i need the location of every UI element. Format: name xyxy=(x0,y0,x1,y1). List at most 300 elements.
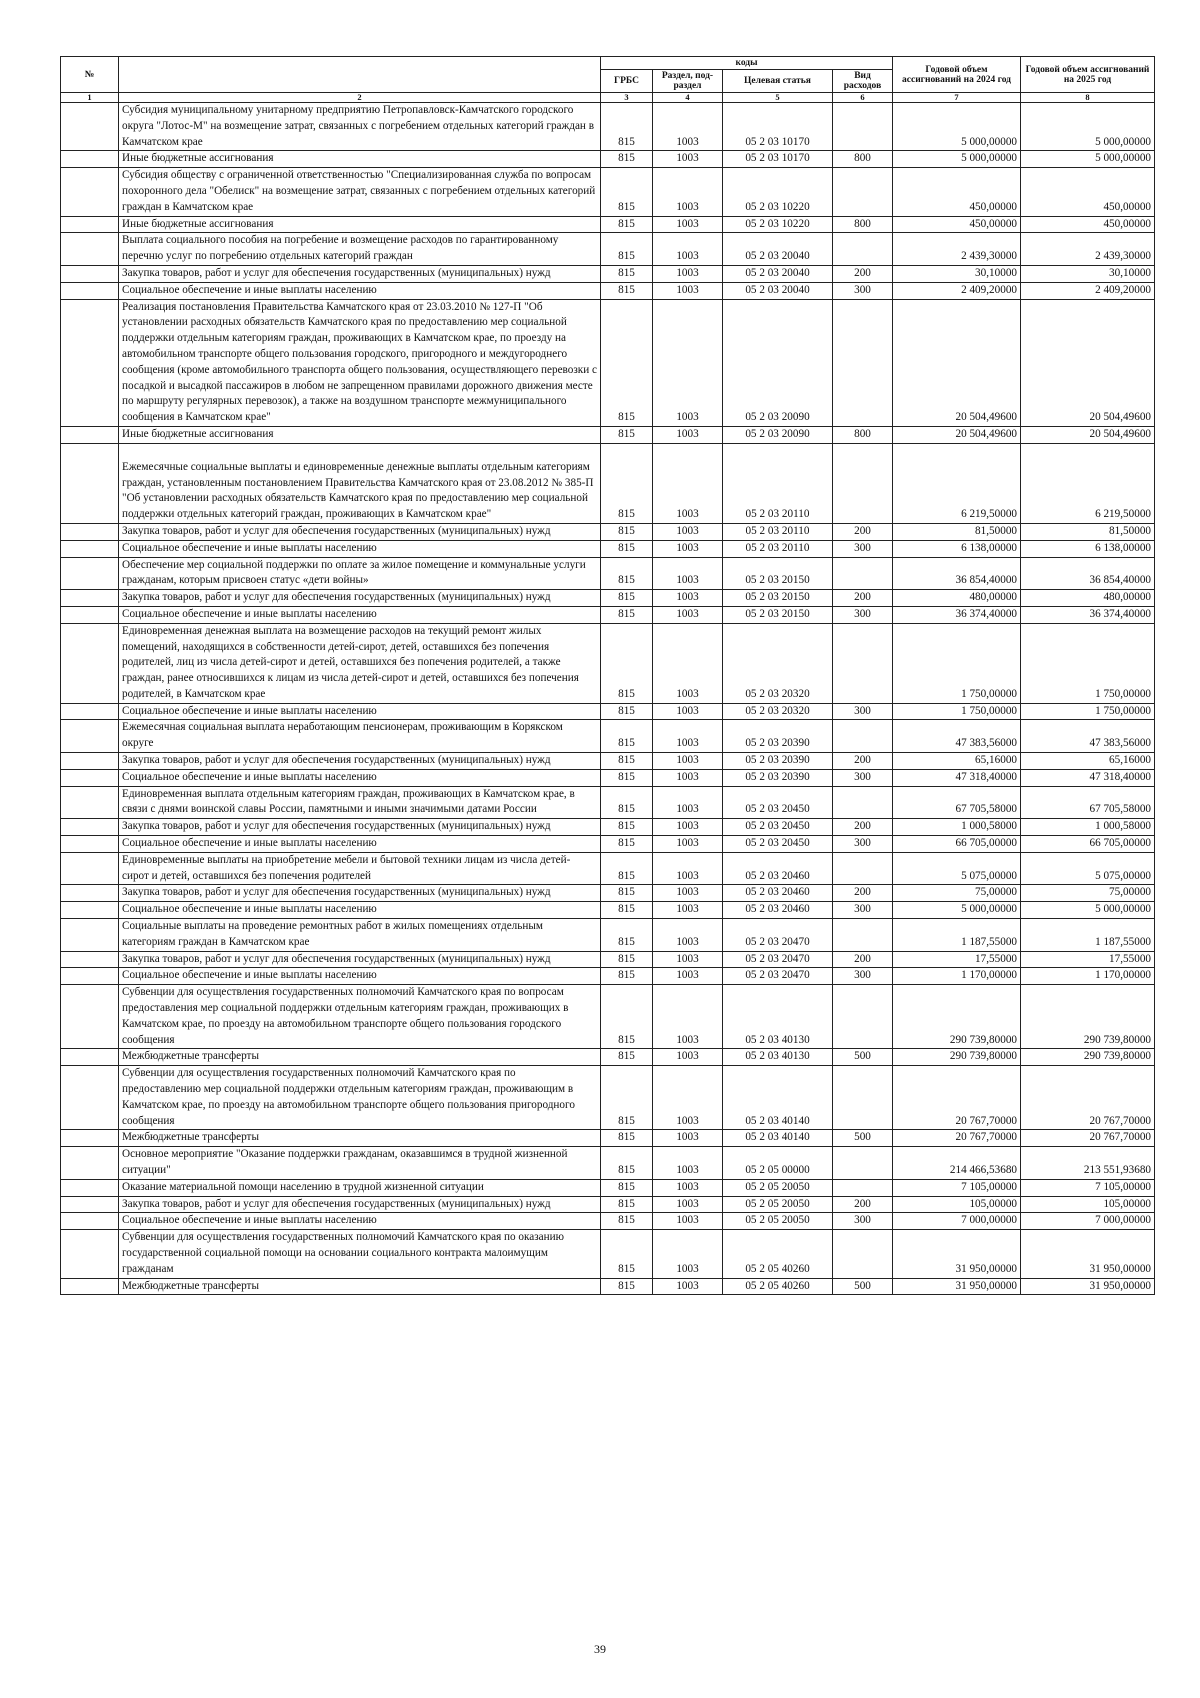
row-name-cell: Закупка товаров, работ и услуг для обеспечения государственных (муниципальных) нужд xyxy=(119,1196,601,1213)
row-amount-2025-cell: 290 739,80000 xyxy=(1021,1049,1155,1066)
row-name-cell: Закупка товаров, работ и услуг для обеспечения государственных (муниципальных) нужд xyxy=(119,885,601,902)
table-row xyxy=(61,623,1155,703)
table-row xyxy=(61,151,1155,168)
row-amount-2024-cell: 31 950,00000 xyxy=(893,1230,1021,1278)
table-row xyxy=(61,299,1155,426)
row-grbs-cell: 815 xyxy=(601,1230,653,1278)
row-target-article-cell: 05 2 03 20040 xyxy=(723,233,833,266)
header-razdel: Раздел, под-раздел xyxy=(653,70,723,93)
row-amount-2024-cell: 20 504,49600 xyxy=(893,299,1021,426)
row-amount-2024-cell: 1 750,00000 xyxy=(893,623,1021,703)
row-amount-2024-cell: 36 854,40000 xyxy=(893,557,1021,590)
row-amount-2025-cell: 450,00000 xyxy=(1021,216,1155,233)
row-razdel-cell: 1003 xyxy=(653,852,723,885)
row-number-cell xyxy=(61,753,119,770)
row-amount-2024-cell: 2 409,20000 xyxy=(893,282,1021,299)
row-name-cell: Субвенции для осуществления государственных полномочий Камчатского края по оказанию государственной социальной помощи на основании социального контракта малоимущим гражданам xyxy=(119,1230,601,1278)
row-number-cell xyxy=(61,1130,119,1147)
row-name-cell: Закупка товаров, работ и услуг для обеспечения государственных (муниципальных) нужд xyxy=(119,590,601,607)
row-target-article-cell: 05 2 03 40130 xyxy=(723,985,833,1049)
row-expense-type-cell: 300 xyxy=(833,968,893,985)
header-index: 6 xyxy=(833,93,893,103)
table-row xyxy=(61,968,1155,985)
row-amount-2025-cell: 7 105,00000 xyxy=(1021,1179,1155,1196)
table-row xyxy=(61,720,1155,753)
row-grbs-cell: 815 xyxy=(601,557,653,590)
row-target-article-cell: 05 2 03 20040 xyxy=(723,282,833,299)
row-razdel-cell: 1003 xyxy=(653,985,723,1049)
row-target-article-cell: 05 2 03 20460 xyxy=(723,885,833,902)
row-expense-type-cell: 200 xyxy=(833,753,893,770)
row-grbs-cell: 815 xyxy=(601,151,653,168)
row-name-cell: Единовременная денежная выплата на возмещение расходов на текущий ремонт жилых помещений, находящихся в собственности детей-сирот, детей, оставшихся без попечения родителей, лиц из числа детей-сирот и детей, оставшихся без попечения родителей, а также граждан, ранее относившихся к лицам из числа детей-сирот и детей, оставшихся без попечения родителей, в Камчатском крае xyxy=(119,623,601,703)
row-grbs-cell: 815 xyxy=(601,819,653,836)
row-grbs-cell: 815 xyxy=(601,885,653,902)
row-expense-type-cell xyxy=(833,852,893,885)
row-amount-2024-cell: 65,16000 xyxy=(893,753,1021,770)
row-name-cell: Субсидия муниципальному унитарному предприятию Петропавловск-Камчатского городского округа "Лотос-М" на возмещение затрат, связанных с погребением отдельных категорий граждан в Камчатском крае xyxy=(119,103,601,151)
row-name-cell: Иные бюджетные ассигнования xyxy=(119,426,601,443)
table-row xyxy=(61,1130,1155,1147)
table-row xyxy=(61,1147,1155,1180)
row-name-cell: Выплата социального пособия на погребение и возмещение расходов по гарантированному перечню услуг по погребению отдельных категорий граждан xyxy=(119,233,601,266)
row-target-article-cell: 05 2 03 10220 xyxy=(723,216,833,233)
row-name-cell: Субвенции для осуществления государственных полномочий Камчатского края по вопросам предоставления мер социальной поддержки отдельным категориям граждан, проживающих в Камчатском крае, по проезду на автомобильном транспорте общего пользования городского сообщения xyxy=(119,985,601,1049)
row-target-article-cell: 05 2 03 20390 xyxy=(723,769,833,786)
row-name-cell: Социальное обеспечение и иные выплаты населению xyxy=(119,540,601,557)
row-number-cell xyxy=(61,590,119,607)
row-amount-2024-cell: 450,00000 xyxy=(893,168,1021,216)
row-amount-2024-cell: 290 739,80000 xyxy=(893,985,1021,1049)
row-razdel-cell: 1003 xyxy=(653,1147,723,1180)
table-row xyxy=(61,233,1155,266)
row-razdel-cell: 1003 xyxy=(653,233,723,266)
row-target-article-cell: 05 2 03 20390 xyxy=(723,753,833,770)
row-amount-2024-cell: 1 000,58000 xyxy=(893,819,1021,836)
table-row xyxy=(61,606,1155,623)
header-name xyxy=(119,57,601,93)
row-name-cell: Ежемесячные социальные выплаты и единовременные денежные выплаты отдельным категориям граждан, установленным постановлением Правительства Камчатского края от 23.08.2012 № 385-П "Об установлении расходных обязательств Камчатского края по предоставлению мер социальной поддержки отдельных категорий граждан, проживающих в Камчатском крае" xyxy=(119,443,601,523)
row-grbs-cell: 815 xyxy=(601,703,653,720)
row-target-article-cell: 05 2 05 00000 xyxy=(723,1147,833,1180)
row-name-cell: Социальное обеспечение и иные выплаты населению xyxy=(119,968,601,985)
row-name-cell: Закупка товаров, работ и услуг для обеспечения государственных (муниципальных) нужд xyxy=(119,753,601,770)
row-grbs-cell: 815 xyxy=(601,1147,653,1180)
row-amount-2025-cell: 47 383,56000 xyxy=(1021,720,1155,753)
table-body xyxy=(61,103,1155,1295)
row-razdel-cell: 1003 xyxy=(653,836,723,853)
row-amount-2025-cell: 480,00000 xyxy=(1021,590,1155,607)
row-grbs-cell: 815 xyxy=(601,1196,653,1213)
row-expense-type-cell xyxy=(833,1230,893,1278)
row-target-article-cell: 05 2 03 20040 xyxy=(723,265,833,282)
row-razdel-cell: 1003 xyxy=(653,299,723,426)
row-amount-2025-cell: 20 767,70000 xyxy=(1021,1066,1155,1130)
row-grbs-cell: 815 xyxy=(601,265,653,282)
row-target-article-cell: 05 2 03 20460 xyxy=(723,852,833,885)
row-target-article-cell: 05 2 03 20450 xyxy=(723,786,833,819)
row-razdel-cell: 1003 xyxy=(653,606,723,623)
row-target-article-cell: 05 2 03 20470 xyxy=(723,951,833,968)
row-expense-type-cell xyxy=(833,1179,893,1196)
row-grbs-cell: 815 xyxy=(601,590,653,607)
row-amount-2024-cell: 5 000,00000 xyxy=(893,103,1021,151)
row-amount-2024-cell: 7 105,00000 xyxy=(893,1179,1021,1196)
row-expense-type-cell: 500 xyxy=(833,1049,893,1066)
row-number-cell xyxy=(61,720,119,753)
row-target-article-cell: 05 2 05 20050 xyxy=(723,1196,833,1213)
row-amount-2024-cell: 214 466,53680 xyxy=(893,1147,1021,1180)
row-grbs-cell: 815 xyxy=(601,786,653,819)
row-razdel-cell: 1003 xyxy=(653,216,723,233)
table-row xyxy=(61,265,1155,282)
row-amount-2024-cell: 31 950,00000 xyxy=(893,1278,1021,1295)
row-razdel-cell: 1003 xyxy=(653,540,723,557)
row-grbs-cell: 815 xyxy=(601,168,653,216)
row-number-cell xyxy=(61,902,119,919)
row-number-cell xyxy=(61,1179,119,1196)
row-amount-2025-cell: 17,55000 xyxy=(1021,951,1155,968)
row-target-article-cell: 05 2 03 20390 xyxy=(723,720,833,753)
row-amount-2024-cell: 5 000,00000 xyxy=(893,902,1021,919)
row-amount-2024-cell: 5 075,00000 xyxy=(893,852,1021,885)
row-amount-2025-cell: 2 439,30000 xyxy=(1021,233,1155,266)
row-name-cell: Социальное обеспечение и иные выплаты населению xyxy=(119,836,601,853)
budget-sheet xyxy=(60,56,1154,1295)
header-index: 1 xyxy=(61,93,119,103)
row-grbs-cell: 815 xyxy=(601,951,653,968)
row-razdel-cell: 1003 xyxy=(653,1196,723,1213)
row-razdel-cell: 1003 xyxy=(653,523,723,540)
row-amount-2025-cell: 6 138,00000 xyxy=(1021,540,1155,557)
row-name-cell: Социальное обеспечение и иные выплаты населению xyxy=(119,282,601,299)
row-name-cell: Социальное обеспечение и иные выплаты населению xyxy=(119,606,601,623)
table-row xyxy=(61,1066,1155,1130)
row-number-cell xyxy=(61,1049,119,1066)
row-grbs-cell: 815 xyxy=(601,540,653,557)
row-amount-2024-cell: 47 383,56000 xyxy=(893,720,1021,753)
header-index-row xyxy=(61,93,1155,103)
row-razdel-cell: 1003 xyxy=(653,769,723,786)
row-target-article-cell: 05 2 03 40140 xyxy=(723,1130,833,1147)
row-name-cell: Субвенции для осуществления государственных полномочий Камчатского края по предоставлению мер социальной поддержки отдельным категориям граждан, проживающим в Камчатском крае, по проезду на автомобильном транспорте общего пользования пригородного сообщения xyxy=(119,1066,601,1130)
row-name-cell: Закупка товаров, работ и услуг для обеспечения государственных (муниципальных) нужд xyxy=(119,951,601,968)
row-target-article-cell: 05 2 03 20150 xyxy=(723,590,833,607)
row-expense-type-cell: 300 xyxy=(833,836,893,853)
row-expense-type-cell: 200 xyxy=(833,951,893,968)
row-expense-type-cell xyxy=(833,299,893,426)
row-grbs-cell: 815 xyxy=(601,1213,653,1230)
row-expense-type-cell: 300 xyxy=(833,902,893,919)
row-grbs-cell: 815 xyxy=(601,1066,653,1130)
row-grbs-cell: 815 xyxy=(601,103,653,151)
row-amount-2025-cell: 81,50000 xyxy=(1021,523,1155,540)
header-index: 7 xyxy=(893,93,1021,103)
row-amount-2025-cell: 290 739,80000 xyxy=(1021,985,1155,1049)
row-grbs-cell: 815 xyxy=(601,282,653,299)
row-number-cell xyxy=(61,557,119,590)
header-index: 5 xyxy=(723,93,833,103)
row-razdel-cell: 1003 xyxy=(653,720,723,753)
table-row xyxy=(61,426,1155,443)
row-name-cell: Иные бюджетные ассигнования xyxy=(119,151,601,168)
table-row xyxy=(61,103,1155,151)
row-grbs-cell: 815 xyxy=(601,233,653,266)
row-grbs-cell: 815 xyxy=(601,1049,653,1066)
row-number-cell xyxy=(61,968,119,985)
row-name-cell: Единовременные выплаты на приобретение мебели и бытовой техники лицам из числа детей-сирот и детей, оставшихся без попечения родителей xyxy=(119,852,601,885)
row-amount-2024-cell: 7 000,00000 xyxy=(893,1213,1021,1230)
row-name-cell: Межбюджетные трансферты xyxy=(119,1130,601,1147)
row-amount-2025-cell: 6 219,50000 xyxy=(1021,443,1155,523)
row-razdel-cell: 1003 xyxy=(653,282,723,299)
row-expense-type-cell: 200 xyxy=(833,1196,893,1213)
row-number-cell xyxy=(61,265,119,282)
row-number-cell xyxy=(61,540,119,557)
row-expense-type-cell: 300 xyxy=(833,703,893,720)
table-row xyxy=(61,885,1155,902)
row-expense-type-cell: 200 xyxy=(833,523,893,540)
row-number-cell xyxy=(61,819,119,836)
row-amount-2024-cell: 5 000,00000 xyxy=(893,151,1021,168)
row-number-cell xyxy=(61,885,119,902)
row-razdel-cell: 1003 xyxy=(653,951,723,968)
row-amount-2025-cell: 20 504,49600 xyxy=(1021,426,1155,443)
row-number-cell xyxy=(61,1278,119,1295)
table-row xyxy=(61,443,1155,523)
row-name-cell: Социальное обеспечение и иные выплаты населению xyxy=(119,902,601,919)
row-razdel-cell: 1003 xyxy=(653,753,723,770)
row-razdel-cell: 1003 xyxy=(653,557,723,590)
row-target-article-cell: 05 2 03 40130 xyxy=(723,1049,833,1066)
row-grbs-cell: 815 xyxy=(601,216,653,233)
row-amount-2025-cell: 5 075,00000 xyxy=(1021,852,1155,885)
row-number-cell xyxy=(61,282,119,299)
row-expense-type-cell xyxy=(833,919,893,952)
row-amount-2024-cell: 1 187,55000 xyxy=(893,919,1021,952)
row-amount-2025-cell: 5 000,00000 xyxy=(1021,103,1155,151)
table-row xyxy=(61,1230,1155,1278)
row-amount-2025-cell: 2 409,20000 xyxy=(1021,282,1155,299)
row-expense-type-cell xyxy=(833,786,893,819)
table-row xyxy=(61,168,1155,216)
row-expense-type-cell xyxy=(833,1147,893,1180)
row-expense-type-cell: 300 xyxy=(833,282,893,299)
row-razdel-cell: 1003 xyxy=(653,151,723,168)
table-row xyxy=(61,1196,1155,1213)
row-number-cell xyxy=(61,703,119,720)
header-y2024: Годовой объем ассигнований на 2024 год xyxy=(893,57,1021,93)
header-grbs: ГРБС xyxy=(601,70,653,93)
row-expense-type-cell: 200 xyxy=(833,885,893,902)
row-expense-type-cell xyxy=(833,103,893,151)
row-amount-2024-cell: 20 767,70000 xyxy=(893,1130,1021,1147)
row-number-cell xyxy=(61,836,119,853)
table-header xyxy=(61,57,1155,103)
header-no: № xyxy=(61,57,119,93)
table-row xyxy=(61,216,1155,233)
row-target-article-cell: 05 2 03 20470 xyxy=(723,968,833,985)
row-amount-2025-cell: 1 187,55000 xyxy=(1021,919,1155,952)
row-razdel-cell: 1003 xyxy=(653,786,723,819)
row-target-article-cell: 05 2 05 20050 xyxy=(723,1179,833,1196)
row-target-article-cell: 05 2 05 20050 xyxy=(723,1213,833,1230)
row-expense-type-cell xyxy=(833,168,893,216)
row-razdel-cell: 1003 xyxy=(653,426,723,443)
row-razdel-cell: 1003 xyxy=(653,1230,723,1278)
table-row xyxy=(61,1278,1155,1295)
row-number-cell xyxy=(61,606,119,623)
row-target-article-cell: 05 2 03 10170 xyxy=(723,151,833,168)
row-number-cell xyxy=(61,1213,119,1230)
row-target-article-cell: 05 2 03 20450 xyxy=(723,819,833,836)
row-amount-2025-cell: 7 000,00000 xyxy=(1021,1213,1155,1230)
row-amount-2024-cell: 6 219,50000 xyxy=(893,443,1021,523)
row-expense-type-cell xyxy=(833,557,893,590)
header-vid: Вид расходов xyxy=(833,70,893,93)
row-target-article-cell: 05 2 03 20110 xyxy=(723,540,833,557)
row-amount-2025-cell: 31 950,00000 xyxy=(1021,1278,1155,1295)
row-name-cell: Реализация постановления Правительства Камчатского края от 23.03.2010 № 127-П "Об установлении расходных обязательств Камчатского края по предоставлению мер социальной поддержки отдельным категориям граждан, проживающих в Камчатском крае, по проезду на автомобильном транспорте общего пользования городского, пригородного и междугороднего сообщения (кроме автомобильного транспорта общего пользования, осуществляющего перевозки с посадкой и высадкой пассажиров в любом не запрещенном правилами дорожного движения месте по маршруту регулярных перевозок), а также на воздушном транспорте межмуниципального сообщения в Камчатском крае" xyxy=(119,299,601,426)
row-amount-2024-cell: 17,55000 xyxy=(893,951,1021,968)
row-grbs-cell: 815 xyxy=(601,753,653,770)
row-expense-type-cell: 200 xyxy=(833,265,893,282)
row-number-cell xyxy=(61,1196,119,1213)
row-expense-type-cell: 300 xyxy=(833,1213,893,1230)
row-expense-type-cell: 200 xyxy=(833,590,893,607)
table-row xyxy=(61,590,1155,607)
row-name-cell: Социальное обеспечение и иные выплаты населению xyxy=(119,703,601,720)
row-amount-2024-cell: 20 767,70000 xyxy=(893,1066,1021,1130)
row-target-article-cell: 05 2 03 20090 xyxy=(723,299,833,426)
row-name-cell: Основное мероприятие "Оказание поддержки гражданам, оказавшимся в трудной жизненной ситуации" xyxy=(119,1147,601,1180)
row-number-cell xyxy=(61,233,119,266)
row-expense-type-cell: 800 xyxy=(833,151,893,168)
row-amount-2024-cell: 2 439,30000 xyxy=(893,233,1021,266)
row-grbs-cell: 815 xyxy=(601,852,653,885)
row-number-cell xyxy=(61,623,119,703)
table-row xyxy=(61,985,1155,1049)
row-number-cell xyxy=(61,1066,119,1130)
row-expense-type-cell: 800 xyxy=(833,426,893,443)
row-razdel-cell: 1003 xyxy=(653,265,723,282)
row-amount-2025-cell: 75,00000 xyxy=(1021,885,1155,902)
header-codes: коды xyxy=(601,57,893,70)
row-amount-2025-cell: 36 854,40000 xyxy=(1021,557,1155,590)
row-amount-2024-cell: 6 138,00000 xyxy=(893,540,1021,557)
row-target-article-cell: 05 2 03 20110 xyxy=(723,523,833,540)
row-amount-2024-cell: 105,00000 xyxy=(893,1196,1021,1213)
row-grbs-cell: 815 xyxy=(601,968,653,985)
header-index: 3 xyxy=(601,93,653,103)
table-row xyxy=(61,540,1155,557)
table-row xyxy=(61,819,1155,836)
row-amount-2025-cell: 450,00000 xyxy=(1021,168,1155,216)
header-y2025: Годовой объем ассигнований на 2025 год xyxy=(1021,57,1155,93)
row-expense-type-cell: 500 xyxy=(833,1130,893,1147)
row-name-cell: Закупка товаров, работ и услуг для обеспечения государственных (муниципальных) нужд xyxy=(119,819,601,836)
row-expense-type-cell: 500 xyxy=(833,1278,893,1295)
row-number-cell xyxy=(61,103,119,151)
row-amount-2024-cell: 36 374,40000 xyxy=(893,606,1021,623)
table-row xyxy=(61,753,1155,770)
row-target-article-cell: 05 2 03 20150 xyxy=(723,606,833,623)
row-razdel-cell: 1003 xyxy=(653,1130,723,1147)
row-amount-2025-cell: 47 318,40000 xyxy=(1021,769,1155,786)
row-razdel-cell: 1003 xyxy=(653,168,723,216)
row-number-cell xyxy=(61,216,119,233)
row-target-article-cell: 05 2 03 20470 xyxy=(723,919,833,952)
row-name-cell: Социальные выплаты на проведение ремонтных работ в жилых помещениях отдельным категориям граждан в Камчатском крае xyxy=(119,919,601,952)
row-expense-type-cell xyxy=(833,720,893,753)
row-amount-2024-cell: 81,50000 xyxy=(893,523,1021,540)
row-number-cell xyxy=(61,852,119,885)
header-celevaya: Целевая статья xyxy=(723,70,833,93)
row-amount-2024-cell: 450,00000 xyxy=(893,216,1021,233)
row-amount-2024-cell: 1 750,00000 xyxy=(893,703,1021,720)
row-amount-2025-cell: 65,16000 xyxy=(1021,753,1155,770)
row-razdel-cell: 1003 xyxy=(653,623,723,703)
row-grbs-cell: 815 xyxy=(601,299,653,426)
row-target-article-cell: 05 2 05 40260 xyxy=(723,1278,833,1295)
row-expense-type-cell xyxy=(833,623,893,703)
table-row xyxy=(61,282,1155,299)
row-name-cell: Иные бюджетные ассигнования xyxy=(119,216,601,233)
row-name-cell: Обеспечение мер социальной поддержки по оплате за жилое помещение и коммунальные услуги гражданам, которым присвоен статус «дети войны» xyxy=(119,557,601,590)
row-target-article-cell: 05 2 03 20450 xyxy=(723,836,833,853)
row-razdel-cell: 1003 xyxy=(653,902,723,919)
table-row xyxy=(61,902,1155,919)
row-expense-type-cell: 300 xyxy=(833,769,893,786)
row-number-cell xyxy=(61,168,119,216)
row-number-cell xyxy=(61,985,119,1049)
row-razdel-cell: 1003 xyxy=(653,819,723,836)
row-target-article-cell: 05 2 03 20320 xyxy=(723,623,833,703)
table-row xyxy=(61,852,1155,885)
row-amount-2025-cell: 213 551,93680 xyxy=(1021,1147,1155,1180)
row-expense-type-cell: 800 xyxy=(833,216,893,233)
table-row xyxy=(61,919,1155,952)
row-name-cell: Социальное обеспечение и иные выплаты населению xyxy=(119,1213,601,1230)
row-number-cell xyxy=(61,151,119,168)
row-expense-type-cell xyxy=(833,233,893,266)
row-amount-2024-cell: 290 739,80000 xyxy=(893,1049,1021,1066)
table-row xyxy=(61,1213,1155,1230)
row-name-cell: Закупка товаров, работ и услуг для обеспечения государственных (муниципальных) нужд xyxy=(119,523,601,540)
row-amount-2025-cell: 67 705,58000 xyxy=(1021,786,1155,819)
header-index: 2 xyxy=(119,93,601,103)
row-amount-2025-cell: 30,10000 xyxy=(1021,265,1155,282)
row-amount-2025-cell: 1 750,00000 xyxy=(1021,703,1155,720)
table-row xyxy=(61,951,1155,968)
row-number-cell xyxy=(61,299,119,426)
row-amount-2025-cell: 1 000,58000 xyxy=(1021,819,1155,836)
row-amount-2025-cell: 1 170,00000 xyxy=(1021,968,1155,985)
row-expense-type-cell: 200 xyxy=(833,819,893,836)
row-expense-type-cell xyxy=(833,985,893,1049)
row-amount-2024-cell: 480,00000 xyxy=(893,590,1021,607)
row-number-cell xyxy=(61,443,119,523)
row-grbs-cell: 815 xyxy=(601,1278,653,1295)
row-grbs-cell: 815 xyxy=(601,919,653,952)
table-row xyxy=(61,1179,1155,1196)
table-row xyxy=(61,703,1155,720)
row-grbs-cell: 815 xyxy=(601,985,653,1049)
table-row xyxy=(61,1049,1155,1066)
row-amount-2025-cell: 36 374,40000 xyxy=(1021,606,1155,623)
row-razdel-cell: 1003 xyxy=(653,703,723,720)
row-grbs-cell: 815 xyxy=(601,523,653,540)
